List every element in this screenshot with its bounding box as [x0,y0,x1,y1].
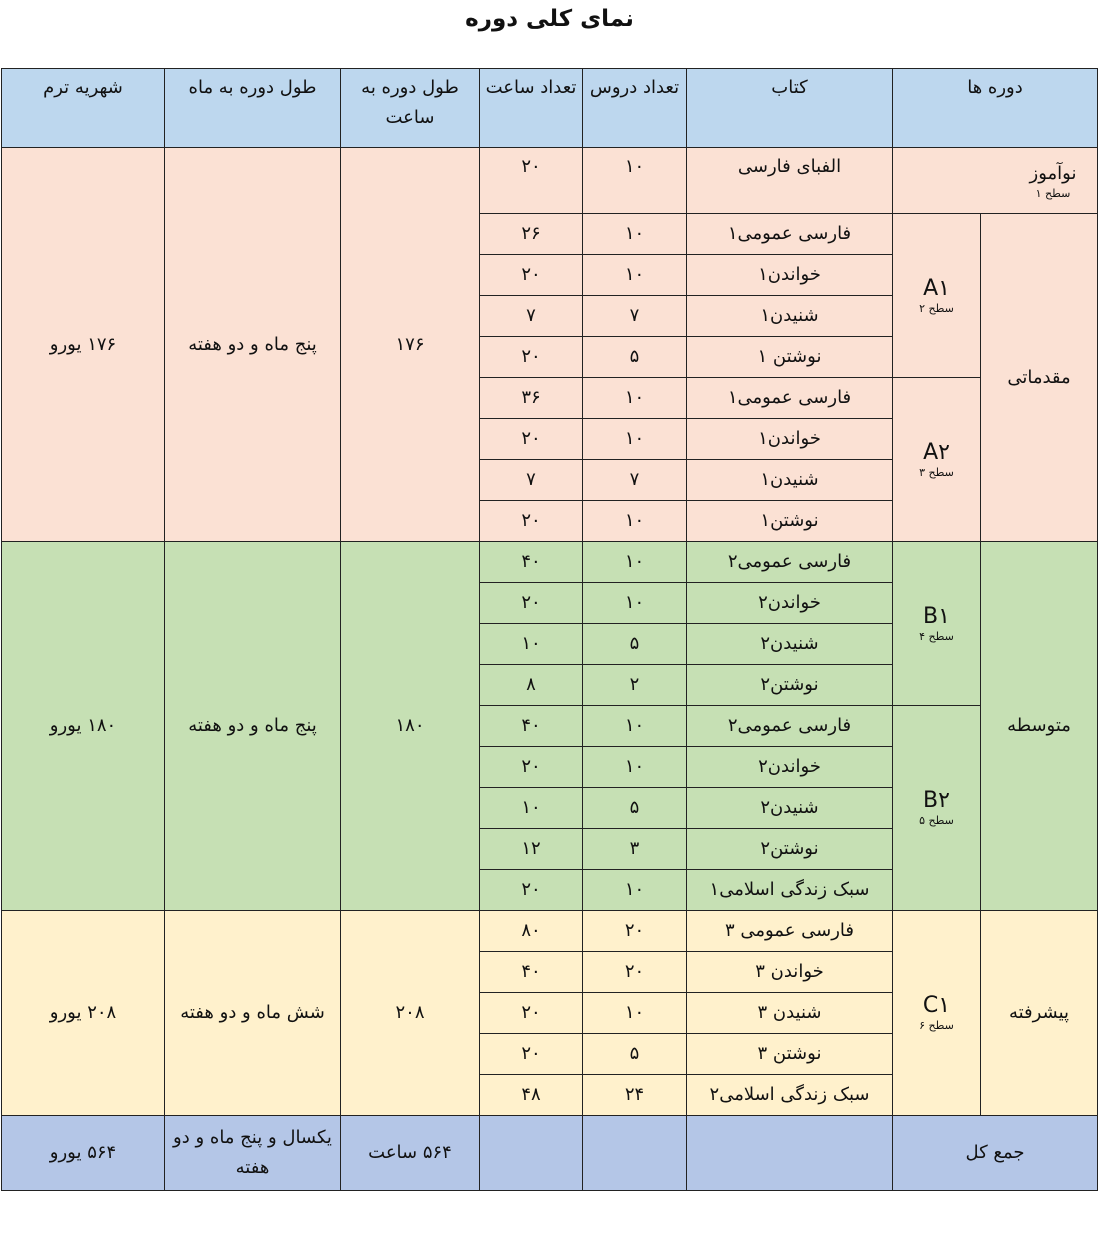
table-row [2,148,1098,214]
table-row [2,542,1098,583]
lessons-cell: ۱۰ [583,993,687,1034]
total-book-empty [687,1116,893,1191]
book-cell: فارسی عمومی۱ [687,378,893,419]
lessons-cell: ۲۰ [583,952,687,993]
header-length-hours: طول دوره به ساعت [341,69,480,148]
book-cell: خواندن۲ [687,583,893,624]
header-book: کتاب [687,69,893,148]
book-cell: نوشتن۲ [687,665,893,706]
book-cell: نوشتن ۳ [687,1034,893,1075]
header-lessons: تعداد دروس [583,69,687,148]
book-cell: خواندن ۳ [687,952,893,993]
level-c1-code: C۱ [922,993,951,1018]
book-cell: خواندن۱ [687,255,893,296]
lessons-cell: ۷ [583,460,687,501]
lessons-cell: ۱۰ [583,583,687,624]
hours-cell: ۲۰ [480,419,583,460]
section-adv-name: پیشرفته [981,911,1098,1116]
lessons-cell: ۱۰ [583,255,687,296]
lessons-cell: ۱۰ [583,542,687,583]
book-cell: شنیدن ۳ [687,993,893,1034]
hours-cell: ۸۰ [480,911,583,952]
hours-cell: ۷ [480,460,583,501]
header-length-months: طول دوره به ماه [165,69,341,148]
mid-fee: ۱۸۰ یورو [2,542,165,911]
level-novice-name: نوآموز [1029,162,1077,184]
course-overview-table [1,68,1098,1191]
section-intro-name: مقدماتی [981,214,1098,542]
total-hours-empty [480,1116,583,1191]
lessons-cell: ۵ [583,337,687,378]
level-novice-sub: سطح ۱ [1035,186,1071,200]
total-lessons-empty [583,1116,687,1191]
hours-cell: ۴۰ [480,952,583,993]
level-a1-cell [893,214,981,378]
book-cell: سبک زندگی اسلامی۱ [687,870,893,911]
total-length-months: یکسال و پنج ماه و دو هفته [165,1116,341,1191]
adv-fee: ۲۰۸ یورو [2,911,165,1116]
table-row [2,911,1098,952]
lessons-cell: ۲ [583,665,687,706]
hours-cell: ۱۰ [480,788,583,829]
total-fee: ۵۶۴ یورو [2,1116,165,1191]
book-cell: سبک زندگی اسلامی۲ [687,1075,893,1116]
book-cell: شنیدن۲ [687,624,893,665]
section-mid-name: متوسطه [981,542,1098,911]
level-b1-cell [893,542,981,706]
hours-cell: ۷ [480,296,583,337]
book-cell: نوشتن۲ [687,829,893,870]
book-cell: خواندن۲ [687,747,893,788]
hours-cell: ۱۰ [480,624,583,665]
hours-cell: ۲۰ [480,747,583,788]
level-novice-cell [893,148,1098,214]
level-a1-sub: سطح ۲ [919,301,954,315]
level-a2-code: A۲ [923,439,950,465]
hours-cell: ۱۲ [480,829,583,870]
lessons-cell: ۵ [583,624,687,665]
level-a2-cell [893,378,981,542]
book-cell: فارسی عمومی۱ [687,214,893,255]
book-cell: الفبای فارسی [687,148,893,214]
hours-cell: ۲۰ [480,1034,583,1075]
level-b1-sub: سطح ۴ [919,629,954,643]
lessons-cell: ۵ [583,1034,687,1075]
hours-cell: ۲۰ [480,870,583,911]
book-cell: خواندن۱ [687,419,893,460]
lessons-cell: ۷ [583,296,687,337]
book-cell: شنیدن۱ [687,460,893,501]
header-row [2,69,1098,148]
header-courses: دوره ها [893,69,1098,148]
lessons-cell: ۱۰ [583,148,687,214]
book-cell: نوشتن ۱ [687,337,893,378]
lessons-cell: ۲۰ [583,911,687,952]
lessons-cell: ۳ [583,829,687,870]
header-fee: شهریه ترم [2,69,165,148]
mid-length-hours: ۱۸۰ [341,542,480,911]
level-b2-sub: سطح ۵ [919,814,954,827]
total-row [2,1116,1098,1191]
hours-cell: ۲۰ [480,148,583,214]
page-title: نمای کلی دوره [465,6,634,32]
lessons-cell: ۱۰ [583,378,687,419]
hours-cell: ۳۶ [480,378,583,419]
adv-length-months: شش ماه و دو هفته [165,911,341,1116]
total-label: جمع کل [893,1116,1098,1191]
hours-cell: ۲۶ [480,214,583,255]
lessons-cell: ۱۰ [583,747,687,788]
lessons-cell: ۱۰ [583,706,687,747]
level-a1-code: A۱ [923,275,950,301]
hours-cell: ۴۸ [480,1075,583,1116]
adv-length-hours: ۲۰۸ [341,911,480,1116]
lessons-cell: ۱۰ [583,870,687,911]
hours-cell: ۲۰ [480,337,583,378]
hours-cell: ۸ [480,665,583,706]
mid-length-months: پنج ماه و دو هفته [165,542,341,911]
level-c1-sub: سطح ۶ [919,1019,954,1032]
level-b2-code: B۲ [923,788,950,813]
level-c1-cell [893,911,981,1116]
intro-fee: ۱۷۶ یورو [2,148,165,542]
book-cell: شنیدن۲ [687,788,893,829]
hours-cell: ۴۰ [480,542,583,583]
total-length-hours: ۵۶۴ ساعت [341,1116,480,1191]
book-cell: فارسی عمومی۲ [687,542,893,583]
book-cell: شنیدن۱ [687,296,893,337]
intro-length-months: پنج ماه و دو هفته [165,148,341,542]
book-cell: فارسی عمومی۲ [687,706,893,747]
level-a2-sub: سطح ۳ [919,465,954,479]
lessons-cell: ۲۴ [583,1075,687,1116]
header-hours: تعداد ساعت [480,69,583,148]
hours-cell: ۲۰ [480,501,583,542]
level-b1-code: B۱ [923,603,950,629]
lessons-cell: ۱۰ [583,419,687,460]
intro-length-hours: ۱۷۶ [341,148,480,542]
lessons-cell: ۵ [583,788,687,829]
lessons-cell: ۱۰ [583,214,687,255]
hours-cell: ۲۰ [480,255,583,296]
hours-cell: ۲۰ [480,583,583,624]
hours-cell: ۲۰ [480,993,583,1034]
hours-cell: ۴۰ [480,706,583,747]
book-cell: نوشتن۱ [687,501,893,542]
lessons-cell: ۱۰ [583,501,687,542]
book-cell: فارسی عمومی ۳ [687,911,893,952]
level-b2-cell [893,706,981,911]
